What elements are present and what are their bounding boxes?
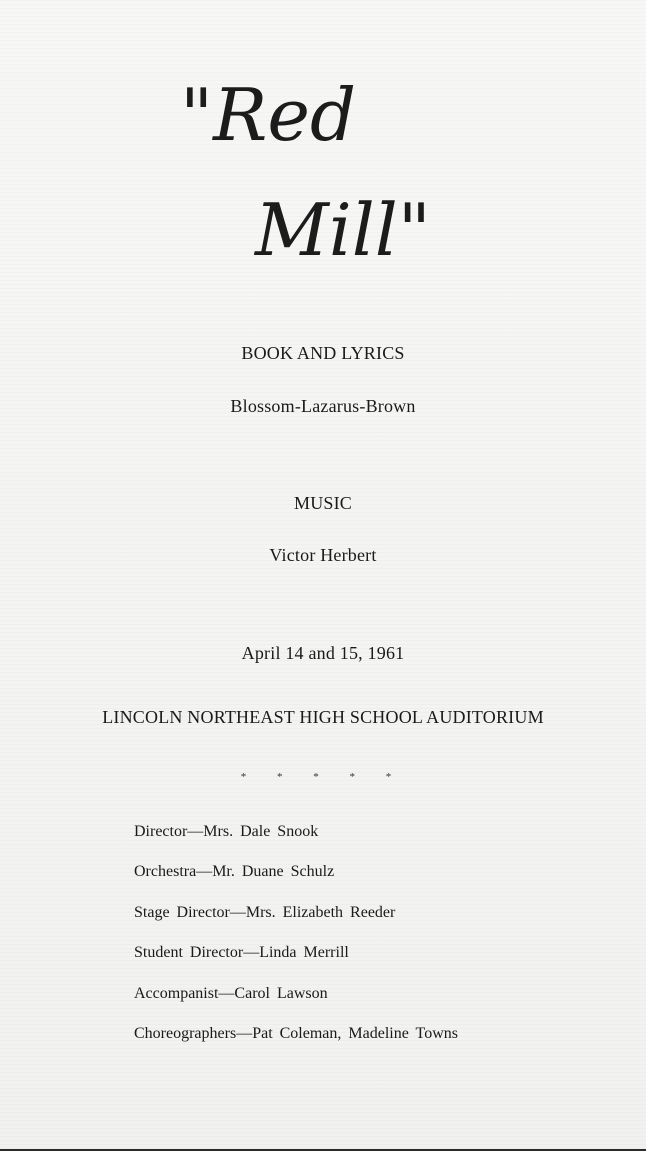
venue: LINCOLN NORTHEAST HIGH SCHOOL AUDITORIUM xyxy=(102,707,544,727)
credit-choreographers: Choreographers—Pat Coleman, Madeline Towns xyxy=(134,1024,458,1042)
title-line-1: "Red xyxy=(180,73,357,157)
credits-list xyxy=(134,822,614,1064)
credit-director: Director—Mrs. Dale Snook xyxy=(134,823,319,840)
credit-orchestra: Orchestra—Mr. Duane Schulz xyxy=(134,863,335,881)
book-lyrics-authors: Blossom-Lazarus-Brown xyxy=(230,396,416,416)
title-line-2: Mill" xyxy=(255,188,431,272)
credit-accompanist: Accompanist—Carol Lawson xyxy=(134,984,328,1002)
music-author: Victor Herbert xyxy=(269,545,377,565)
credit-stage-director: Stage Director—Mrs. Elizabeth Reeder xyxy=(134,903,396,921)
performance-dates: April 14 and 15, 1961 xyxy=(241,643,405,663)
book-lyrics-heading: BOOK AND LYRICS xyxy=(241,343,405,363)
music-heading: MUSIC xyxy=(293,493,352,513)
credit-student-director: Student Director—Linda Merrill xyxy=(134,944,349,962)
separator-stars: * * * * * xyxy=(240,771,406,783)
script-title xyxy=(170,70,510,280)
